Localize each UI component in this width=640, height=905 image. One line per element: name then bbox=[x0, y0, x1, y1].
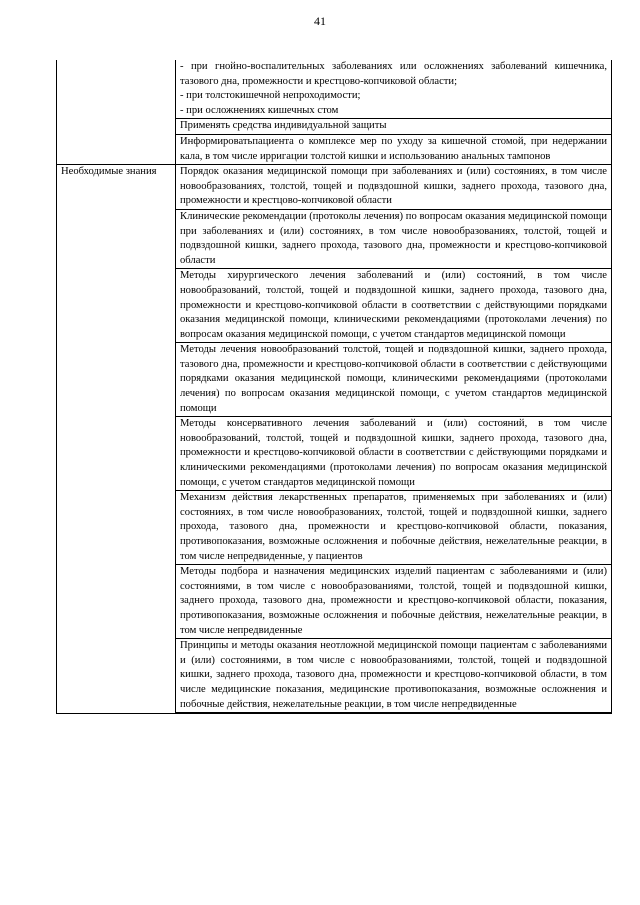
knowledge-item: Методы хирургического лечения заболеваний и (или) состояний, в том числе новообразований, толстой, тощей и подвздошной кишки, заднего прохода, тазового дна, промежности и крестцово-копчиковой области в соответствии с действующими порядками оказания медицинской помощи, клиническими рекомендациями (протоколами лечения) по вопросам оказания медицинской помощи, с учетом стандартов медицинской помощи bbox=[176, 269, 612, 343]
list-line: - при осложнениях кишечных стом bbox=[180, 104, 339, 116]
page-number: 41 bbox=[314, 14, 326, 28]
knowledge-item: Порядок оказания медицинской помощи при заболеваниях и (или) состояниях, в том числе новообразованиях, толстой, тощей и подвздошной кишки, заднего прохода, тазового дна, промежности и крестцово-копчиковой области bbox=[176, 165, 612, 210]
knowledge-item: Методы лечения новообразований толстой, тощей и подвздошной кишки, заднего прохода, тазового дна, промежности и крестцово-копчиковой области в соответствии с действующими порядками оказания медицинской помощи, клиническими рекомендациями (протоколами лечения) по вопросам оказания медицинской помощи, с учетом стандартов медицинской помощи bbox=[176, 343, 612, 417]
list-line: - при толстокишечной непроходимости; bbox=[180, 90, 361, 102]
table-row bbox=[57, 60, 612, 119]
knowledge-label: Необходимые знания bbox=[57, 165, 176, 713]
knowledge-item: Клинические рекомендации (протоколы лечения) по вопросам оказания медицинской помощи при заболеваниях и (или) состояниях, в том числе новообразованиях, толстой, тощей и подвздошной кишки, заднего прохода, тазового дна, промежности и крестцово-копчиковой области bbox=[176, 209, 612, 268]
knowledge-item: Механизм действия лекарственных препаратов, применяемых при заболеваниях и (или) состояниях, в том числе новообразованиях, толстой, тощей и подвздошной кишки, заднего прохода, тазового дна, промежности и крестцово-копчиковой области, показания, противопоказания, возможные осложнения и побочные действия, нежелательные реакции, в том числе непредвиденные, у пациентов bbox=[176, 491, 612, 565]
knowledge-item: Методы подбора и назначения медицинских изделий пациентам с заболеваниями и (или) состояниями, в том числе с новообразованиями, толстой, тощей и подвздошной кишки, заднего прохода, тазового дна, промежности и крестцово-копчиковой области, показания, противопоказания, возможные осложнения и побочные действия, нежелательные реакции, в том числе непредвиденные bbox=[176, 565, 612, 639]
knowledge-item: Принципы и методы оказания неотложной медицинской помощи пациентам с заболеваниями и (или) состояниями, в том числе с новообразованиями, толстой, тощей и подвздошной кишки, заднего прохода, тазового дна, промежности и крестцово-копчиковой области, в том числе медицинские показания, медицинские противопоказания, возможные осложнения и побочные действия, нежелательные реакции, в том числе непредвиденные bbox=[176, 639, 612, 713]
table-cell: Информироватьпациента о комплексе мер по уходу за кишечной стомой, при недержании кала, в том числе ирригации толстой кишки и использованию анальных тампонов bbox=[176, 134, 612, 164]
list-line: - при гнойно-воспалительных заболеваниях или осложнениях заболеваний кишечника, тазового дна, промежности и крестцово-копчиковой области; bbox=[180, 61, 607, 87]
knowledge-item: Методы консервативного лечения заболеваний и (или) состояний, в том числе новообразований, толстой, тощей и подвздошной кишки, заднего прохода, тазового дна, промежности и крестцово-копчиковой области в соответствии с действующими порядками и клиническими рекомендациями (протоколами лечения) по вопросам оказания медицинской помощи, с учетом стандартов медицинской помощи bbox=[176, 417, 612, 491]
table-cell-bowel-conditions bbox=[176, 60, 612, 119]
empty-label-cell bbox=[57, 60, 176, 165]
competency-table bbox=[56, 60, 612, 714]
table-cell: Применять средства индивидуальной защиты bbox=[176, 119, 612, 135]
table-row bbox=[57, 165, 612, 210]
